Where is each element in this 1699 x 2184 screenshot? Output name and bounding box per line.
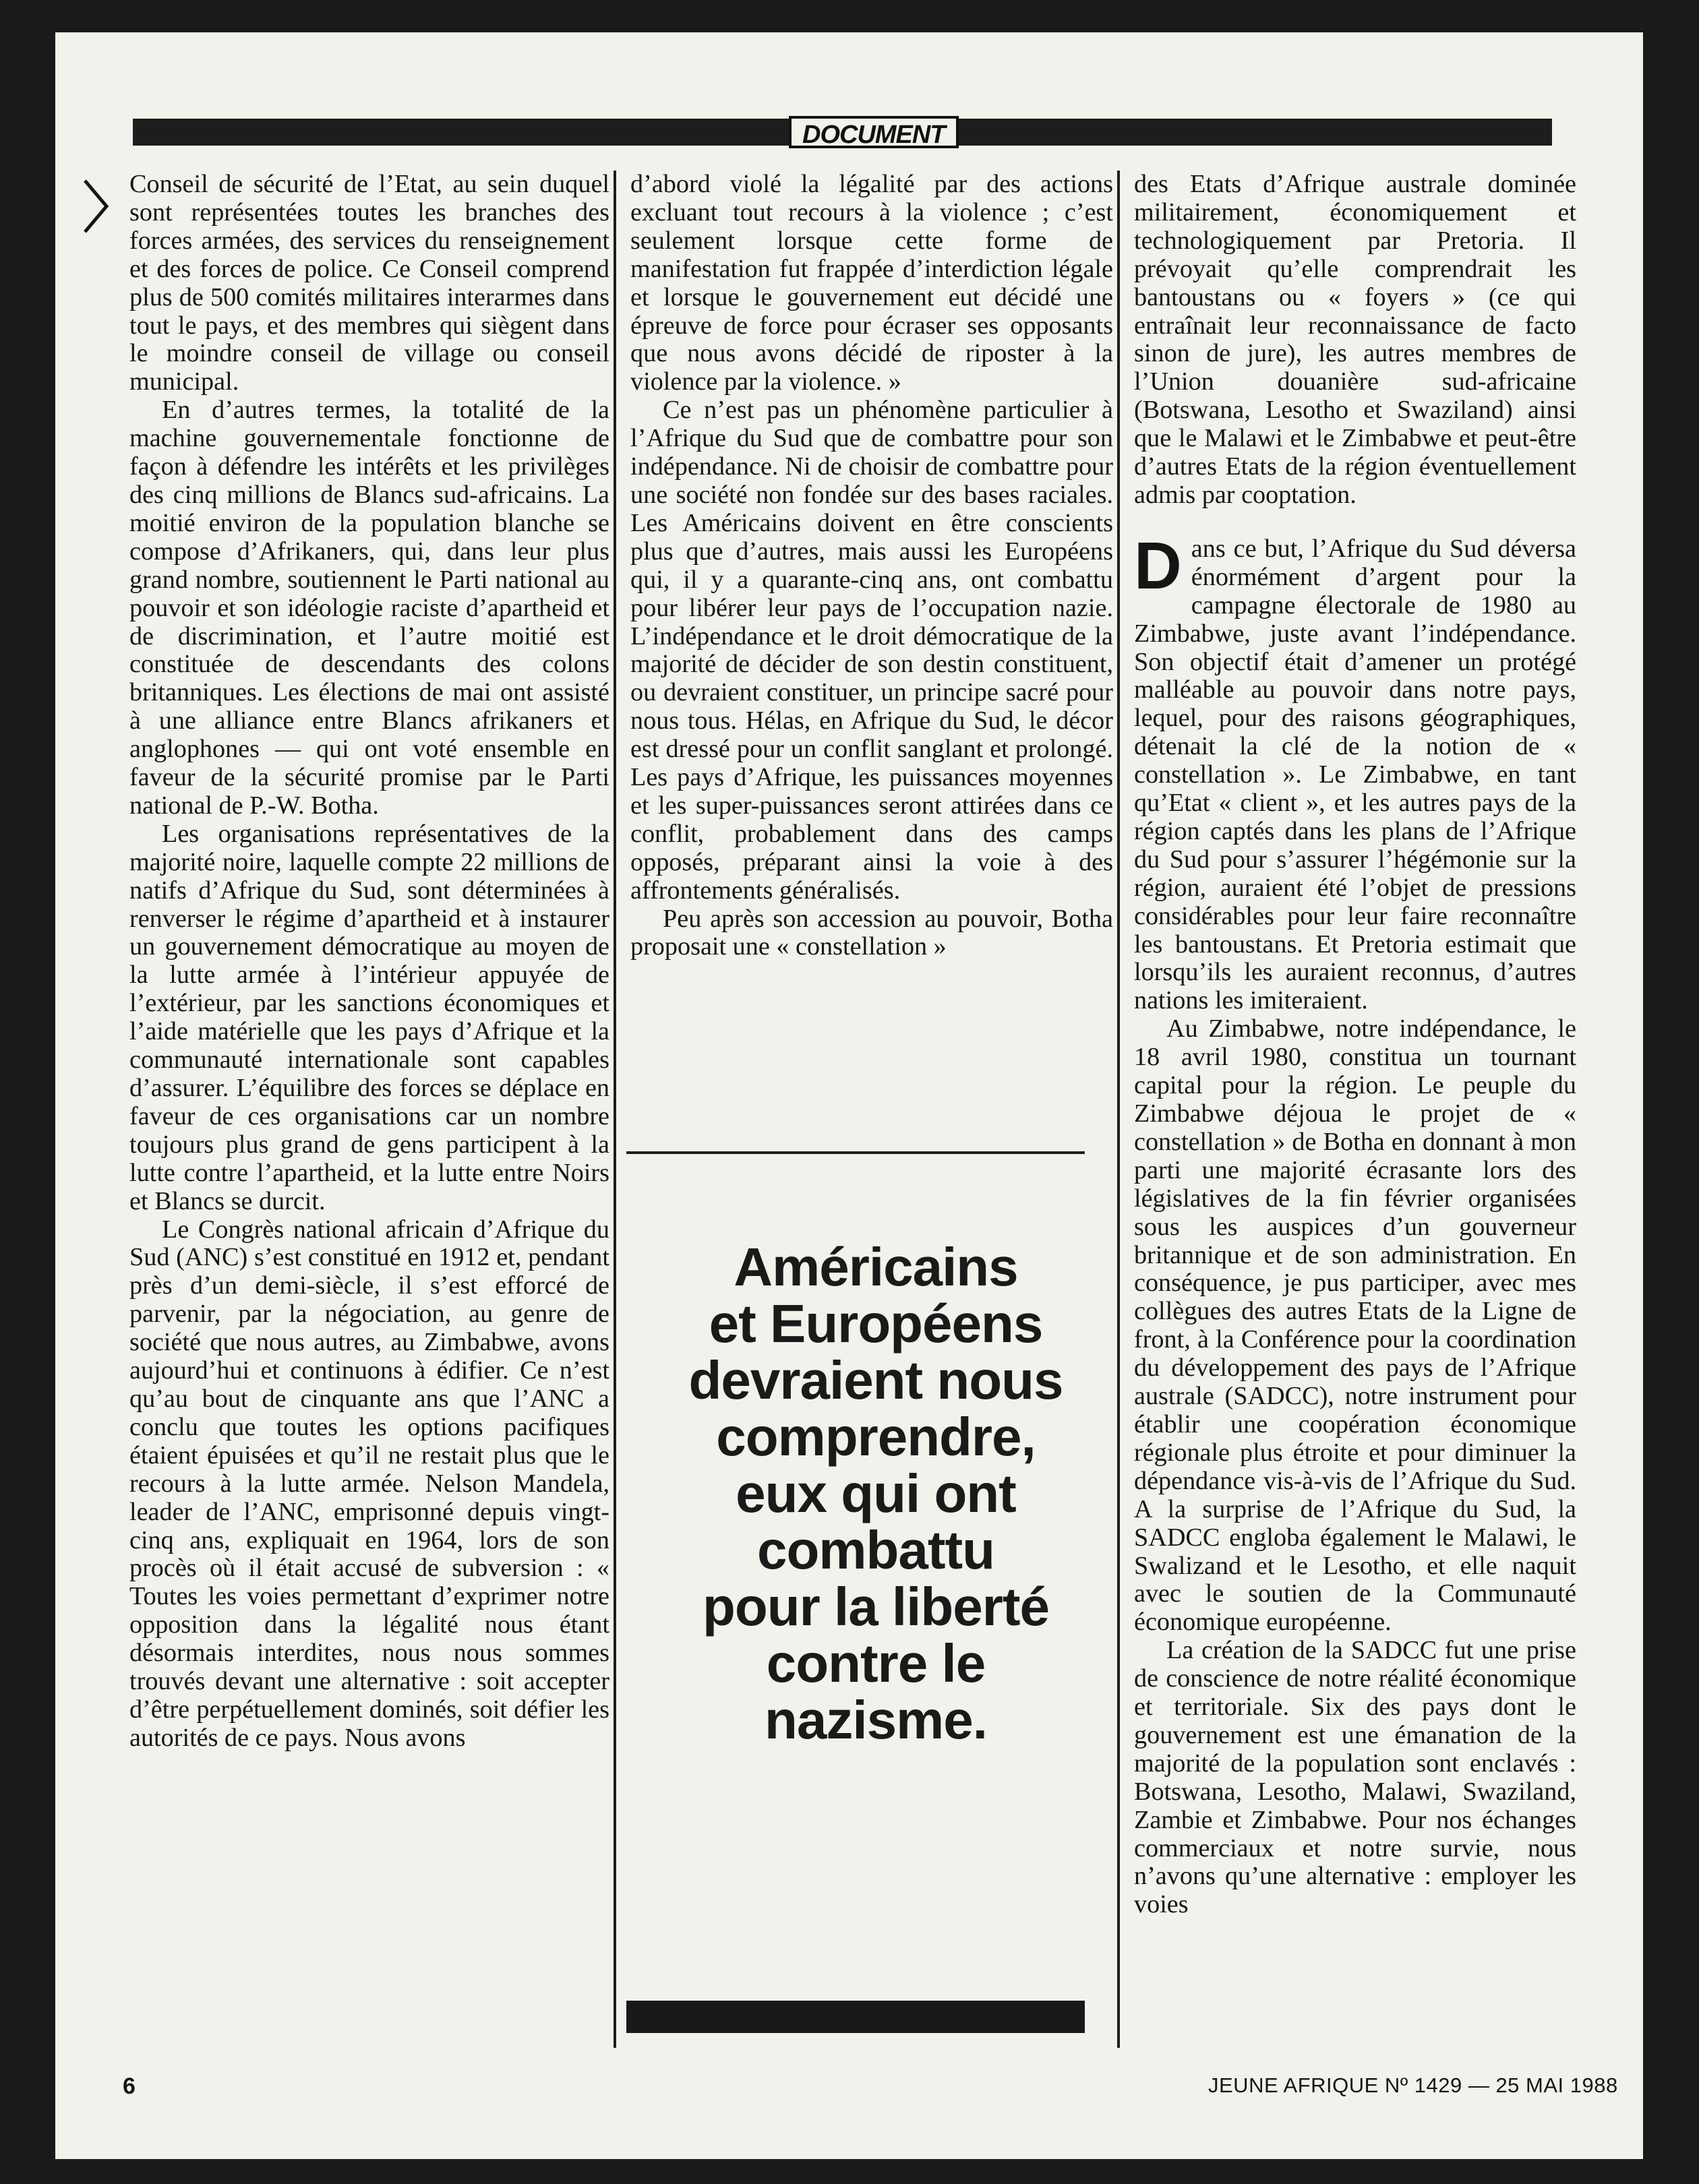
column-divider — [614, 171, 616, 2048]
page-number: 6 — [123, 2073, 136, 2099]
article-column-1 — [129, 171, 609, 1753]
section-gap — [1134, 510, 1576, 535]
paragraph: Au Zimbabwe, notre indépendance, le 18 avril 1980, constitua un tournant capital pour la région. Le peuple du Zimbabwe déjoua le projet de « constellation » de Botha en donnant à mon parti une majorité écrasante lors des législatives de la fin février organisées sous les auspices d’un gouverneur britannique et de son administration. En conséquence, je pus participer, avec mes collègues des autres Etats de la Ligne de front, à la Conférence pour la coordination du développement des pays de l’Afrique australe (SADCC), notre instrument pour établir une coopération économique régionale plus étroite et pour diminuer la dépendance vis-à-vis de l’Afrique du Sud. A la surprise de l’Afrique du Sud, la SADCC engloba également le Malawi, le Swalizand et le Lesotho, et elle naquit avec le soutien de la Communauté économique européenne. — [1134, 1014, 1576, 1637]
magazine-page — [55, 32, 1643, 2159]
column-divider — [1117, 171, 1120, 2048]
paragraph: En d’autres termes, la totalité de la machine gouvernementale fonctionne de façon à défendre les intérêts et les privilèges des cinq millions de Blancs sud-africains. La moitié environ de la population blanche se compose d’Afrikaners, qui, dans leur plus grand nombre, soutiennent le Parti national au pouvoir et son idéologie raciste d’apartheid et de discrimination, et l’autre moitié est constituée de descendants des colons britanniques. Les élections de mai ont assisté à une alliance entre Blancs afrikaners et anglophones — qui ont voté ensemble en faveur de la sécurité promise par le Parti national de P.-W. Botha. — [129, 396, 609, 820]
pull-quote-line: contre le — [766, 1633, 986, 1693]
issue-line: JEUNE AFRIQUE Nº 1429 — 25 MAI 1988 — [1208, 2073, 1618, 2097]
continuation-chevron-icon — [81, 178, 111, 235]
pull-quote-line: et Européens — [709, 1294, 1043, 1354]
pull-quote — [626, 1239, 1125, 1749]
pull-quote-line: combattu — [757, 1520, 994, 1580]
pullquote-bottom-bar — [626, 2001, 1085, 2033]
pull-quote-line: devraient nous — [688, 1350, 1063, 1410]
paragraph: des Etats d’Afrique australe dominée militairement, économiquement et technologiquement par Pretoria. Il prévoyait qu’elle comprendrait les bantoustans ou « foyers » (ce qui entraînait leur reconnaissance de facto sinon de jure), les autres membres de l’Union douanière sud-africaine (Botswana, Lesotho et Swaziland) ainsi que le Malawi et le Zimbabwe et peut-être d’autres Etats de la région éventuellement admis par cooptation. — [1134, 170, 1576, 509]
pullquote-top-rule — [626, 1151, 1085, 1154]
article-column-3 — [1134, 171, 1576, 1919]
paragraph-text: ans ce but, l’Afrique du Sud déversa énormément d’argent pour la campagne électorale de 1980 au Zimbabwe, juste avant l’indépendance. Son objectif était d’amener un protégé malléable au pouvoir dans notre pays, lequel, pour des raisons géographiques, détenait la clé de la notion de « constellation ». Le Zimbabwe, en tant qu’Etat « client », et les autres pays de la région captés dans les plans de l’Afrique du Sud pour s’assurer l’hégémonie sur la région, auraient été l’objet de pressions considérables pour leur faire reconnaître les bantoustans. Et Pretoria estimait que lorsqu’ils les auraient reconnus, d’autres nations les imiteraient. — [1134, 534, 1576, 1015]
article-column-2 — [630, 171, 1113, 961]
paragraph: Conseil de sécurité de l’Etat, au sein duquel sont représentées toutes les branches des forces armées, des services du renseignement et des forces de police. Ce Conseil comprend plus de 500 comités militaires interarmes dans tout le pays, et des membres qui siègent dans le moindre conseil de village ou conseil municipal. — [129, 170, 609, 396]
pull-quote-line: Américains — [734, 1237, 1018, 1297]
pull-quote-line: nazisme. — [765, 1690, 987, 1750]
pull-quote-line: eux qui ont — [736, 1463, 1016, 1523]
paragraph: Le Congrès national africain d’Afrique du Sud (ANC) s’est constitué en 1912 et, pendant près d’un demi-siècle, il s’est efforcé de parvenir, par la négociation, au genre de société que nous autres, au Zimbabwe, avons aujourd’hui et continuons à édifier. Ce n’est qu’au bout de cinquante ans que l’ANC a conclu que toutes les options pacifiques étaient épuisées et qu’il ne restait plus que le recours à la lutte armée. Nelson Mandela, leader de l’ANC, emprisonné depuis vingt-cinq ans, expliquait en 1964, lors de son procès où il était accusé de subversion : « Toutes les voies permettant d’exprimer notre opposition dans la légalité nous étant désormais interdites, nous nous sommes trouvés devant une alternative : soit accepter d’être perpétuellement dominés, soit défier les autorités de ce pays. Nous avons — [129, 1215, 609, 1752]
paragraph: Les organisations représentatives de la majorité noire, laquelle compte 22 millions de natifs d’Afrique du Sud, sont déterminées à renverser le régime d’apartheid et à instaurer un gouvernement démocratique au moyen de la lutte armée à l’intérieur appuyée de l’extérieur, par les sanctions économiques et l’aide matérielle que les pays d’Afrique et la communauté internationale sont capables d’assurer. L’équilibre des forces se déplace en faveur de ces organisations car un nombre toujours plus grand de gens participent à la lutte contre l’apartheid, et la lutte entre Noirs et Blancs se durcit. — [129, 819, 609, 1215]
paragraph: Peu après son accession au pouvoir, Botha proposait une « constellation » — [630, 904, 1113, 961]
paragraph: Ce n’est pas un phénomène particulier à l’Afrique du Sud que de combattre pour son indépendance. Ni de choisir de combattre pour une société non fondée sur des bases raciales. Les Américains doivent en être conscients plus que d’autres, mais aussi les Européens qui, il y a quarante-cinq ans, ont combattu pour libérer leur pays de l’occupation nazie. L’indépendance et le droit démocratique de la majorité de décider de son destin constituent, ou devraient constituer, un principe sacré pour nous tous. Hélas, en Afrique du Sud, le décor est dressé pour un conflit sanglant et prolongé. Les pays d’Afrique, les puissances moyennes et les super-puissances seront attirées dans ce conflit, probablement dans des camps opposés, préparant ainsi la voie à des affrontements généralisés. — [630, 396, 1113, 905]
paragraph: d’abord violé la légalité par des actions excluant tout recours à la violence ; c’est seulement lorsque cette forme de manifestation fut frappée d’interdiction légale et lorsque le gouvernement eut décidé une épreuve de force pour écraser ses opposants que nous avons décidé de riposter à la violence par la violence. » — [630, 170, 1113, 396]
pull-quote-line: pour la liberté — [703, 1577, 1049, 1637]
paragraph: La création de la SADCC fut une prise de conscience de notre réalité économique et territoriale. Six des pays dont le gouvernement est une émanation de la majorité de la population sont enclavés : Botswana, Lesotho, Malawi, Swaziland, Zambie et Zimbabwe. Pour nos échanges commerciaux et notre survie, nous n’avons qu’une alternative : employer les voies — [1134, 1636, 1576, 1919]
pull-quote-line: comprendre, — [716, 1407, 1036, 1467]
section-header-label: DOCUMENT — [789, 116, 959, 148]
drop-cap: D — [1134, 528, 1182, 603]
section-opening-paragraph — [1134, 528, 1576, 1015]
